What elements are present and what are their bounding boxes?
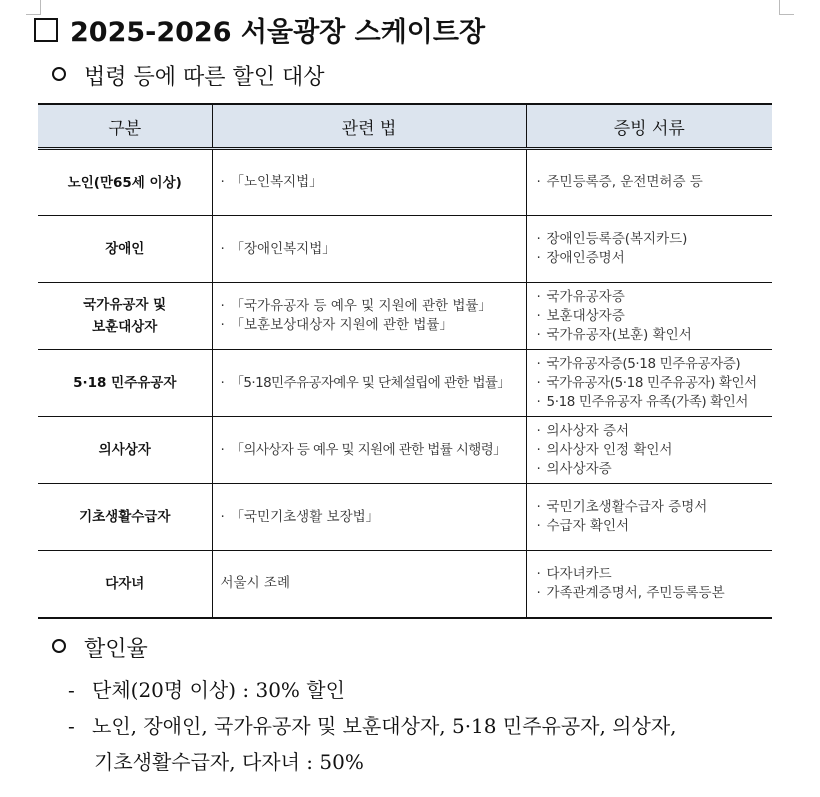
section-heading-text: 법령 등에 따른 할인 대상 <box>84 65 325 90</box>
table-row <box>38 350 772 417</box>
page-corner-mark-right <box>779 0 794 15</box>
law-item: 「보훈보상대상자 지원에 관한 법률」 <box>230 317 453 333</box>
table-row <box>38 283 772 350</box>
table-row <box>38 149 772 216</box>
documents-cell: · 장애인등록증(복지카드) · 장애인증명서 <box>526 216 772 283</box>
law-cell: · 「장애인복지법」 <box>212 216 526 283</box>
table-row <box>38 417 772 484</box>
category-label: 국가유공자 및 <box>83 297 167 313</box>
document-item: 국민기초생활수급자 증명서 <box>546 499 708 515</box>
category-cell <box>38 484 212 551</box>
table-row <box>38 216 772 283</box>
law-item: 「국가유공자 등 예우 및 지원에 관한 법률」 <box>230 298 492 314</box>
category-label: 다자녀 <box>105 575 145 592</box>
document-item: 의사상자 증서 <box>546 422 630 439</box>
category-cell <box>38 149 212 216</box>
category-cell <box>38 350 212 417</box>
category-cell <box>38 216 212 283</box>
document-item: 국가유공자증(5·18 민주유공자증) <box>546 355 741 372</box>
rate-text: 단체(20명 이상) : 30% 할인 <box>92 678 345 702</box>
category-label: 5·18 민주유공자 <box>73 375 177 391</box>
documents-cell: · 다자녀카드 · 가족관계증명서, 주민등록등본 <box>526 551 772 618</box>
document-item: 장애인증명서 <box>546 250 625 266</box>
document-title <box>34 10 485 49</box>
section-heading-discount-rate <box>52 632 148 663</box>
documents-cell: · 국민기초생활수급자 증명서 · 수급자 확인서 <box>526 484 772 551</box>
section-heading-text: 할인율 <box>84 637 148 662</box>
dash-bullet: - <box>68 678 75 702</box>
document-item: 주민등록증, 운전면허증 등 <box>546 174 703 190</box>
category-label: 의사상자 <box>98 442 151 458</box>
rate-item-reduced <box>68 710 677 739</box>
section-heading-discount-targets <box>52 60 325 91</box>
law-cell: · 「5·18민주유공자예우 및 단체설립에 관한 법률」 <box>212 350 526 417</box>
document-item: 다자녀카드 <box>546 565 612 582</box>
document-item: 의사상자 인정 확인서 <box>546 441 673 458</box>
discount-target-table <box>38 103 772 619</box>
documents-cell: · 주민등록증, 운전면허증 등 <box>526 149 772 216</box>
header-related-law: 관련 법 <box>212 104 526 149</box>
documents-cell: · 국가유공자증 · 보훈대상자증 · 국가유공자(보훈) 확인서 <box>526 283 772 350</box>
dash-bullet: - <box>68 714 75 738</box>
law-item: 「노인복지법」 <box>230 174 323 190</box>
document-item: 국가유공자(보훈) 확인서 <box>546 326 692 343</box>
law-item: 「5·18민주유공자예우 및 단체설립에 관한 법률」 <box>230 374 511 391</box>
documents-cell: · 의사상자 증서 · 의사상자 인정 확인서 · 의사상자증 <box>526 417 772 484</box>
law-item: 서울시 조례 <box>220 575 290 592</box>
law-cell: · 「국가유공자 등 예우 및 지원에 관한 법률」 · 「보훈보상대상자 지원에 관한 법률」 <box>212 283 526 350</box>
law-cell: · 「의사상자 등 예우 및 지원에 관한 법률 시행령」 <box>212 417 526 484</box>
category-label: 보훈대상자 <box>92 319 158 335</box>
document-item: 의사상자증 <box>546 460 612 477</box>
rate-text: 노인, 장애인, 국가유공자 및 보훈대상자, 5·18 민주유공자, 의상자, <box>92 714 677 738</box>
law-cell: · 「국민기초생활 보장법」 <box>212 484 526 551</box>
law-item: 「국민기초생활 보장법」 <box>230 508 380 525</box>
document-item: 보훈대상자증 <box>546 307 625 324</box>
table-row <box>38 484 772 551</box>
law-item: 「장애인복지법」 <box>230 240 336 257</box>
document-item: 수급자 확인서 <box>546 518 630 534</box>
rate-item-group <box>68 674 345 703</box>
category-cell <box>38 417 212 484</box>
document-item: 국가유공자증 <box>546 288 625 305</box>
document-item: 국가유공자(5·18 민주유공자) 확인서 <box>546 374 757 391</box>
document-item: 가족관계증명서, 주민등록등본 <box>546 584 725 601</box>
table-header-row <box>38 104 772 149</box>
documents-cell: · 국가유공자증(5·18 민주유공자증) · 국가유공자(5·18 민주유공자) 확인서 · 5·18 민주유공자 유족(가족) 확인서 <box>526 350 772 417</box>
circle-bullet-icon <box>52 67 66 81</box>
document-item: 장애인등록증(복지카드) <box>546 231 688 247</box>
category-cell <box>38 551 212 618</box>
law-cell <box>212 551 526 618</box>
rate-item-reduced-continued: 기초생활수급자, 다자녀 : 50% <box>94 750 364 774</box>
table-row <box>38 551 772 618</box>
law-item: 「의사상자 등 예우 및 지원에 관한 법률 시행령」 <box>230 441 507 458</box>
header-documents: 증빙 서류 <box>526 104 772 149</box>
category-label: 기초생활수급자 <box>79 509 171 525</box>
circle-bullet-icon <box>52 639 66 653</box>
document-title-text: 2025-2026 서울광장 스케이트장 <box>70 17 486 48</box>
category-cell <box>38 283 212 350</box>
law-cell: · 「노인복지법」 <box>212 149 526 216</box>
category-label: 장애인 <box>105 241 145 257</box>
header-category: 구분 <box>38 104 212 149</box>
category-label: 노인(만65세 이상) <box>67 174 182 191</box>
document-item: 5·18 민주유공자 유족(가족) 확인서 <box>546 393 749 410</box>
square-bullet-icon <box>34 18 58 42</box>
